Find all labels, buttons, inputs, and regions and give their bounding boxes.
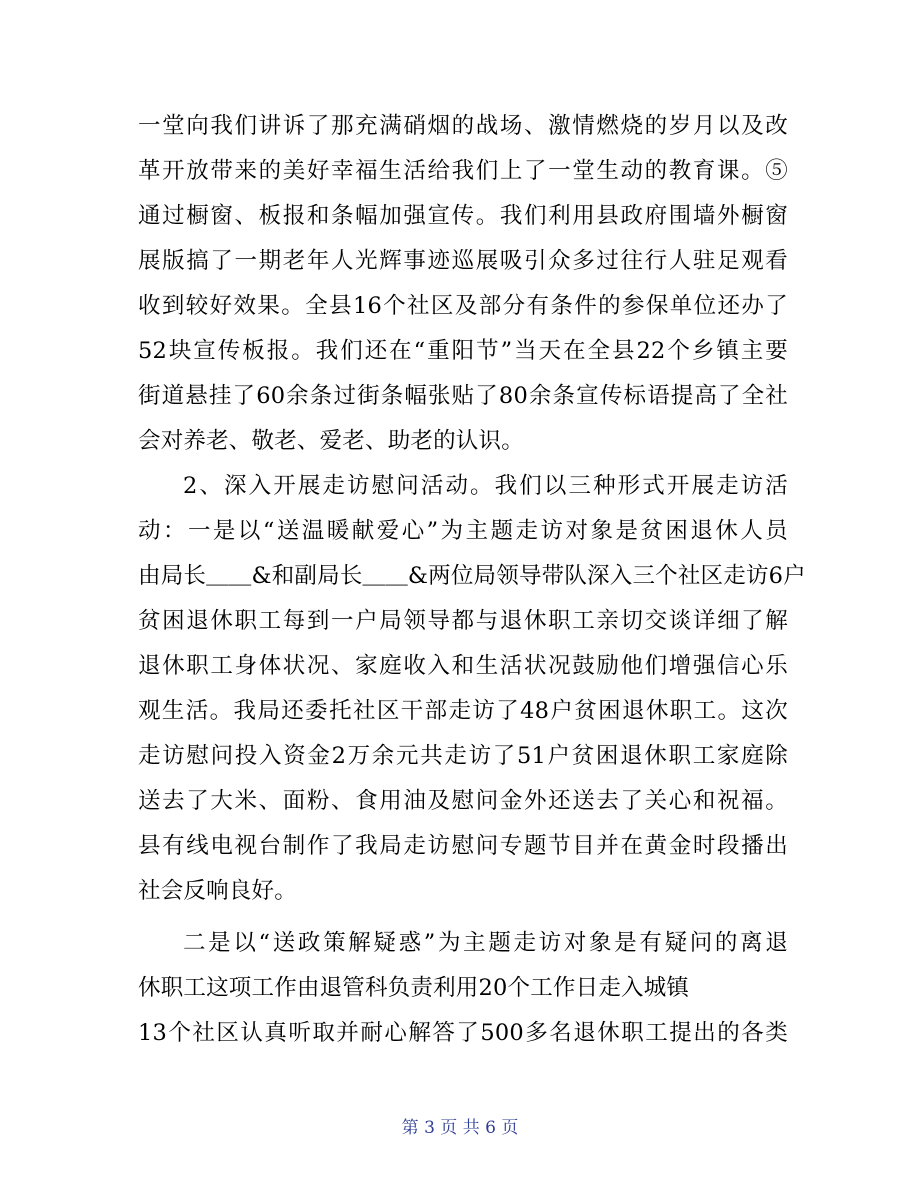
paragraph-2-first-line: 2、深入开展走访慰问活动。我们以三种形式开展走访活 [183,473,788,499]
text-line-12: 贫困退休职工每到一户局领导都与退休职工亲切交谈详细了解 [138,608,788,634]
text-line-8: 会对养老、敬老、爱老、助老的认识。 [138,428,524,454]
text-line-18: 社会反响良好。 [138,878,297,904]
text-line-17: 县有线电视台制作了我局走访慰问专题节目并在黄金时段播出 [138,833,788,859]
text-line-3: 通过橱窗、板报和条幅加强宣传。我们利用县政府围墙外橱窗 [138,203,788,229]
text-line-21: 13个社区认真听取并耐心解答了500多名退休职工提出的各类 [138,1020,788,1046]
paragraph-3-first-line: 二是以“送政策解疑惑”为主题走访对象是有疑问的离退 [183,930,788,956]
text-line-4: 展版搞了一期老年人光辉事迹巡展吸引众多过往行人驻足观看 [138,248,788,274]
text-line-20: 休职工这项工作由退管科负责利用20个工作日走入城镇 [138,975,690,1001]
text-line-5: 收到较好效果。全县16个社区及部分有条件的参保单位还办了 [138,293,788,319]
text-line-10: 动：一是以“送温暖献爱心”为主题走访对象是贫困退休人员 [138,518,788,544]
text-line-2: 革开放带来的美好幸福生活给我们上了一堂生动的教育课。⑤ [138,158,788,184]
page-number-footer: 第 3 页 共 6 页 [401,1118,519,1138]
text-line-6: 52块宣传板报。我们还在“重阳节”当天在全县22个乡镇主要 [138,338,788,364]
text-line-13: 退休职工身体状况、家庭收入和生活状况鼓励他们增强信心乐 [138,653,788,679]
text-line-16: 送去了大米、面粉、食用油及慰问金外还送去了关心和祝福。 [138,788,788,814]
text-line-1: 一堂向我们讲诉了那充满硝烟的战场、激情燃烧的岁月以及改 [138,113,788,139]
text-line-15: 走访慰问投入资金2万余元共走访了51户贫困退休职工家庭除 [138,743,788,769]
text-line-14: 观生活。我局还委托社区干部走访了48户贫困退休职工。这次 [138,698,788,724]
text-line-7: 街道悬挂了60余条过街条幅张贴了80余条宣传标语提高了全社 [138,383,788,409]
text-line-11: 由局长＿＿&和副局长＿＿&两位局领导带队深入三个社区走访6户 [138,563,806,589]
